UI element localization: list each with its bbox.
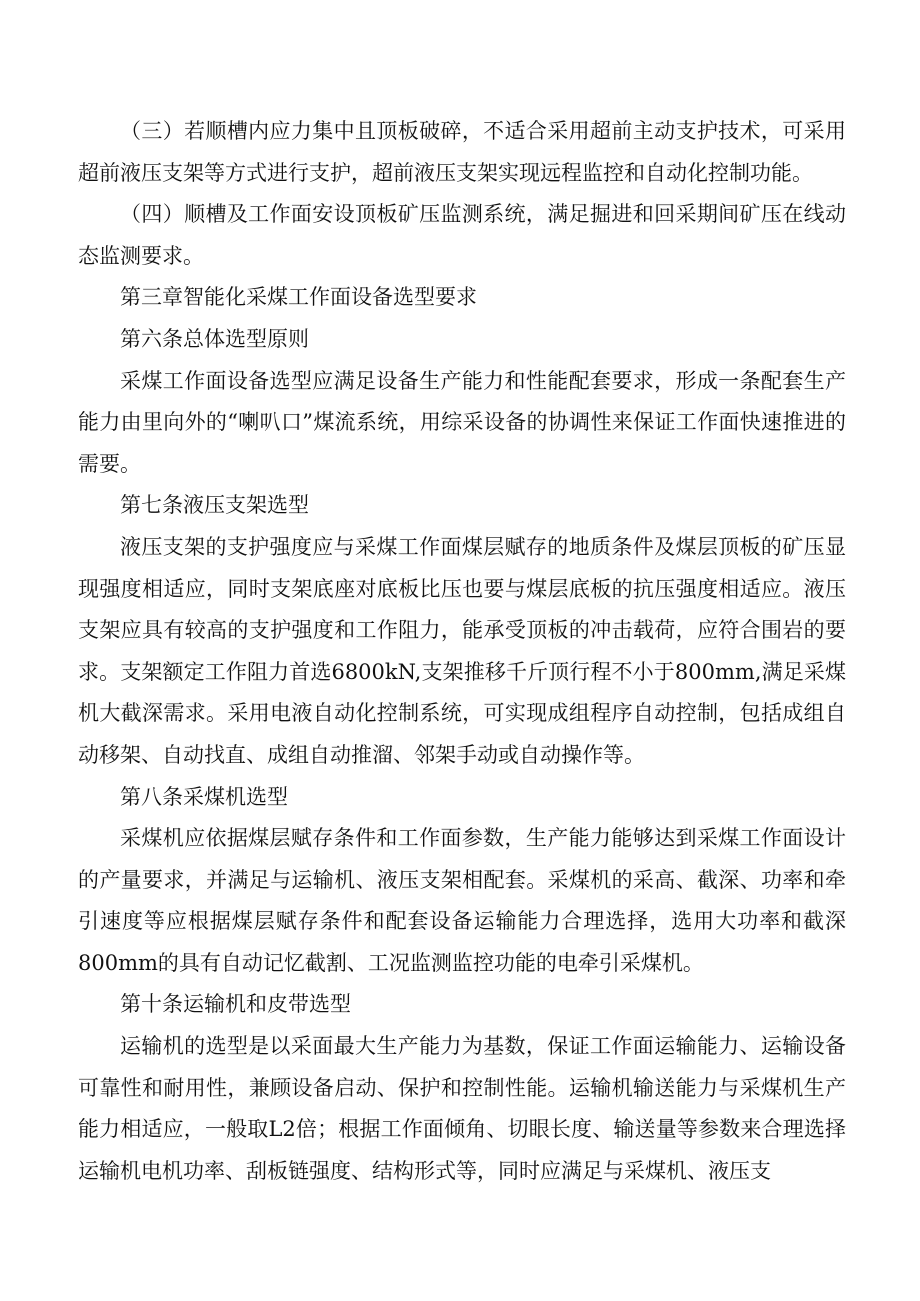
chapter-heading: 第三章智能化采煤工作面设备选型要求 xyxy=(120,285,477,310)
article-six-heading: 第六条总体选型原则 xyxy=(120,326,309,351)
article-eight-body: 采煤机应依据煤层赋存条件和工作面参数，生产能力能够达到采煤工作面设计的产量要求，并满足与运输机、液压支架相配套。采煤机的采高、截深、功率和牵引速度等应根据煤层赋存条件和配套设备运输能力合理选择，选用大功率和截深800mm的具有自动记忆截割、工况监测监控功能的电牵引采煤机。 xyxy=(78,826,846,975)
article-seven-body: 液压支架的支护强度应与采煤工作面煤层赋存的地质条件及煤层顶板的矿压显现强度相适应，同时支架底座对底板比压也要与煤层底板的抗压强度相适应。液压支架应具有较高的支护强度和工作阻力，能承受顶板的冲击载荷，应符合围岩的要求。支架额定工作阻力首选6800kN,支架推移千斤顶行程不小于800mm,满足采煤机大截深需求。采用电液自动化控制系统，可实现成组程序自动控制，包括成组自动移架、自动找直、成组自动推溜、邻架手动或自动操作等。 xyxy=(78,534,846,767)
article-seven-heading: 第七条液压支架选型 xyxy=(120,493,309,518)
article-six-body: 采煤工作面设备选型应满足设备生产能力和性能配套要求，形成一条配套生产能力由里向外的“喇叭口”煤流系统，用综采设备的协调性来保证工作面快速推进的需要。 xyxy=(78,368,846,476)
document-body xyxy=(78,111,846,1192)
article-ten-heading: 第十条运输机和皮带选型 xyxy=(120,992,351,1017)
paragraph-four: （四）顺槽及工作面安设顶板矿压监测系统，满足掘进和回采期间矿压在线动态监测要求。 xyxy=(78,202,846,268)
article-ten-body: 运输机的选型是以采面最大生产能力为基数，保证工作面运输能力、运输设备可靠性和耐用性，兼顾设备启动、保护和控制性能。运输机输送能力与采煤机生产能力相适应，一般取L2倍；根据工作面倾角、切眼长度、输送量等参数来合理选择运输机电机功率、刮板链强度、结构形式等，同时应满足与采煤机、液压支 xyxy=(78,1034,846,1183)
paragraph-three: （三）若顺槽内应力集中且顶板破碎，不适合采用超前主动支护技术，可采用超前液压支架等方式进行支护，超前液压支架实现远程监控和自动化控制功能。 xyxy=(78,119,846,185)
article-eight-heading: 第八条采煤机选型 xyxy=(120,784,288,809)
